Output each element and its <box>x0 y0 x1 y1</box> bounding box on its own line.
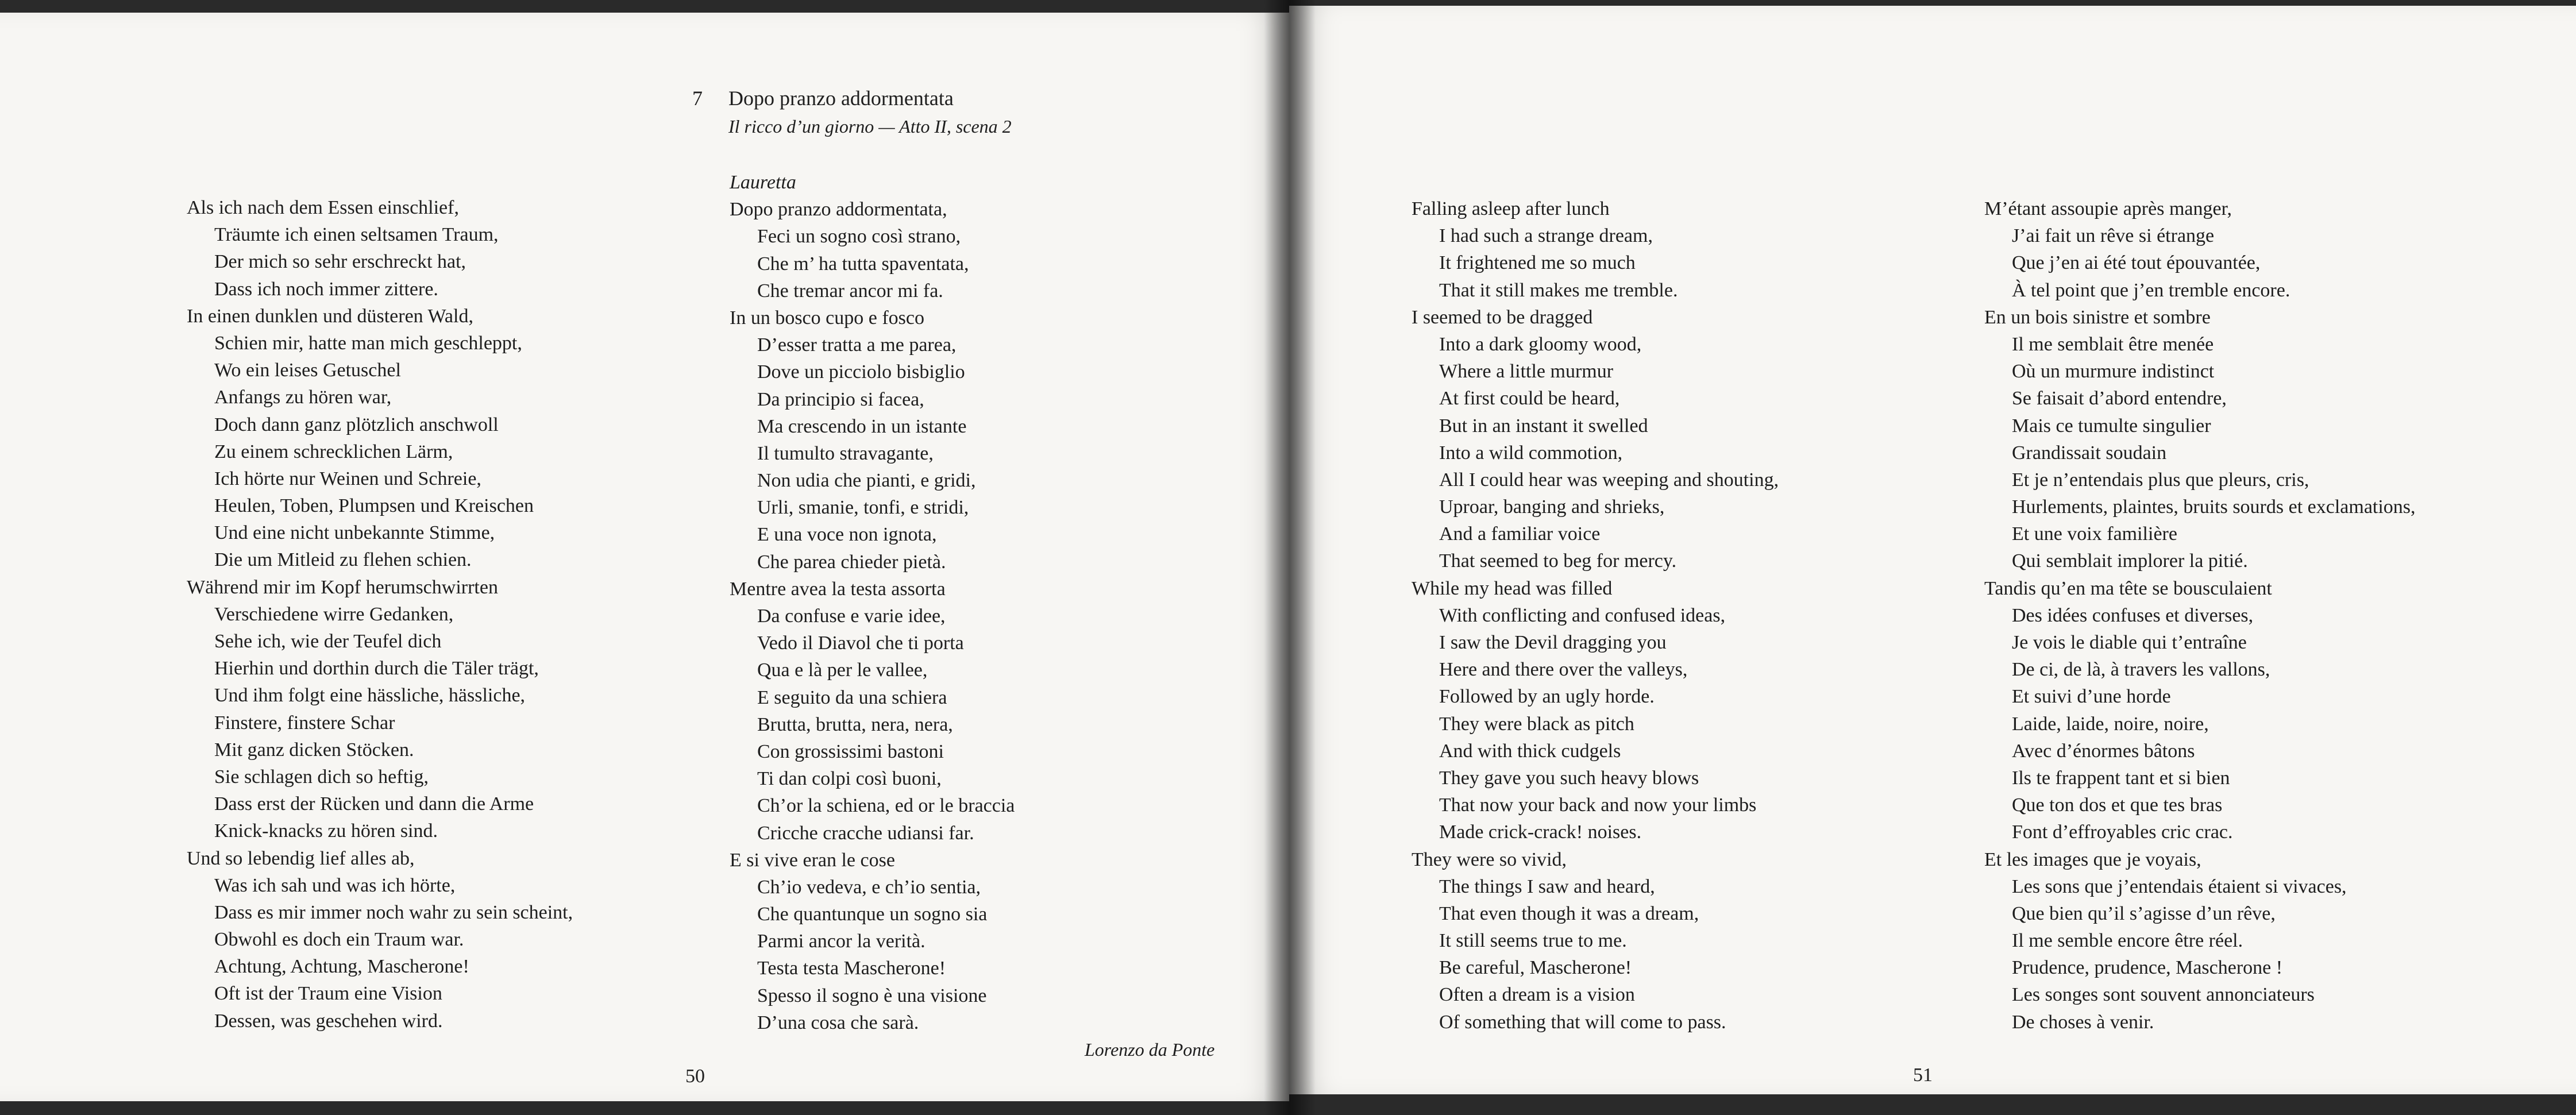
verse-line: Zu einem schrecklichen Lärm, <box>214 441 453 462</box>
verse-line: Into a dark gloomy wood, <box>1439 333 1642 355</box>
verse-line: Followed by an ugly horde. <box>1439 686 1655 708</box>
verse-line: Und ihm folgt eine hässliche, hässliche, <box>214 685 526 707</box>
verse-line: Hierhin und dorthin durch die Täler trägt, <box>214 658 539 680</box>
page-number-right: 51 <box>1913 1064 1933 1086</box>
verse-line: Knick-knacks zu hören sind. <box>214 820 438 842</box>
speaker-label: Lauretta <box>730 172 796 193</box>
song-title: Dopo pranzo addormentata <box>728 87 954 110</box>
verse-line: Che quantunque un sogno sia <box>757 904 988 925</box>
verse-line: Ich hörte nur Weinen und Schreie, <box>214 468 481 489</box>
verse-line: But in an instant it swelled <box>1439 415 1648 437</box>
verse-line: They gave you such heavy blows <box>1439 767 1699 789</box>
page-number-left: 50 <box>685 1066 705 1087</box>
verse-line: While my head was filled <box>1412 577 1613 599</box>
verse-line: Der mich so sehr erschreckt hat, <box>214 251 466 273</box>
verse-line: Oft ist der Traum eine Vision <box>214 983 442 1005</box>
verse-line: Be careful, Mascherone! <box>1439 957 1632 979</box>
verse-line: Testa testa Mascherone! <box>757 958 946 979</box>
verse-line: All I could hear was weeping and shouting, <box>1439 469 1779 491</box>
verse-line: Prudence, prudence, Mascherone ! <box>2012 957 2283 979</box>
verse-line: Che tremar ancor mi fa. <box>757 280 943 302</box>
verse-line: Was ich sah und was ich hörte, <box>214 874 456 896</box>
verse-line: Vedo il Diavol che ti porta <box>757 632 964 654</box>
verse-line: Ils te frappent tant et si bien <box>2012 767 2230 789</box>
verse-line: Ti dan colpi così buoni, <box>757 768 942 790</box>
verse-line: Und eine nicht unbekannte Stimme, <box>214 522 495 544</box>
verse-line: Et suivi d’une horde <box>2012 686 2171 708</box>
verse-line: Parmi ancor la verità. <box>757 931 925 952</box>
verse-line: Ch’io vedeva, e ch’io sentia, <box>757 876 981 898</box>
verse-line: E seguito da una schiera <box>757 686 947 708</box>
verse-line: They were black as pitch <box>1439 713 1634 735</box>
verse-line: Hurlements, plaintes, bruits sourds et exclamations, <box>2012 496 2416 518</box>
verse-line: Achtung, Achtung, Mascherone! <box>214 956 469 978</box>
verse-line: Et je n’entendais plus que pleurs, cris, <box>2012 469 2309 491</box>
verse-line: Uproar, banging and shrieks, <box>1439 496 1665 518</box>
verse-line: In einen dunklen und düsteren Wald, <box>187 305 473 327</box>
verse-line: Falling asleep after lunch <box>1412 198 1610 219</box>
verse-line: Dessen, was geschehen wird. <box>214 1010 443 1032</box>
verse-line: Into a wild commotion, <box>1439 442 1623 464</box>
verse-line: Of something that will come to pass. <box>1439 1011 1726 1033</box>
verse-line: D’una cosa che sarà. <box>757 1012 919 1033</box>
verse-line: Als ich nach dem Essen einschlief, <box>187 197 459 218</box>
verse-line: Where a little murmur <box>1439 361 1614 383</box>
verse-line: I had such a strange dream, <box>1439 225 1653 247</box>
verse-line: Ma crescendo in un istante <box>757 415 967 437</box>
verse-line: With conflicting and confused ideas, <box>1439 604 1726 626</box>
song-subtitle: Il ricco d’un giorno — Atto II, scena 2 <box>728 116 1012 137</box>
verse-line: Here and there over the valleys, <box>1439 659 1688 681</box>
verse-line: Often a dream is a vision <box>1439 984 1635 1006</box>
verse-line: Da confuse e varie idee, <box>757 605 946 627</box>
verse-line: Font d’effroyables cric crac. <box>2012 821 2233 843</box>
verse-line: Que bien qu’il s’agisse d’un rêve, <box>2012 902 2276 924</box>
verse-line: E una voce non ignota, <box>757 524 937 546</box>
verse-line: Wo ein leises Getuschel <box>214 360 401 381</box>
verse-line: Non udia che pianti, e gridi, <box>757 470 976 492</box>
verse-line: Che m’ ha tutta spaventata, <box>757 253 969 275</box>
verse-line: Des idées confuses et diverses, <box>2012 604 2254 626</box>
verse-line: D’esser tratta a me parea, <box>757 334 957 356</box>
verse-line: Schien mir, hatte man mich geschleppt, <box>214 332 522 354</box>
german-translation <box>187 194 573 1035</box>
verse-line: Finstere, finstere Schar <box>214 712 395 734</box>
verse-line: Grandissait soudain <box>2012 442 2167 464</box>
verse-line: The things I saw and heard, <box>1439 875 1655 897</box>
verse-line: Made crick-crack! noises. <box>1439 821 1642 843</box>
verse-line: Laide, laide, noire, noire, <box>2012 713 2209 735</box>
verse-line: Que j’en ai été tout épouvantée, <box>2012 252 2261 274</box>
verse-line: Ch’or la schiena, ed or le braccia <box>757 795 1015 817</box>
verse-line: Les songes sont souvent annonciateurs <box>2012 984 2315 1006</box>
english-translation <box>1412 195 1779 1036</box>
verse-line: Sehe ich, wie der Teufel dich <box>214 631 442 652</box>
verse-line: I saw the Devil dragging you <box>1439 632 1667 653</box>
verse-line: Et une voix familière <box>2012 523 2177 545</box>
verse-line: Da principio si facea, <box>757 388 924 410</box>
verse-line: Heulen, Toben, Plumpsen und Kreischen <box>214 495 534 517</box>
verse-line: That it still makes me tremble. <box>1439 279 1678 301</box>
verse-line: In un bosco cupo e fosco <box>730 307 924 329</box>
song-number: 7 <box>692 87 703 110</box>
verse-line: En un bois sinistre et sombre <box>1984 306 2211 328</box>
verse-line: Mentre avea la testa assorta <box>730 578 946 600</box>
right-page <box>1289 6 2576 1094</box>
verse-line: Dopo pranzo addormentata, <box>730 199 947 221</box>
verse-line: I seemed to be dragged <box>1412 306 1593 328</box>
verse-line: Obwohl es doch ein Traum war. <box>214 929 464 951</box>
verse-line: De choses à venir. <box>2012 1011 2154 1033</box>
verse-line: Träumte ich einen seltsamen Traum, <box>214 224 499 246</box>
verse-line: Spesso il sogno è una visione <box>757 985 987 1006</box>
verse-line: Dass erst der Rücken und dann die Arme <box>214 793 534 815</box>
verse-line: Avec d’énormes bâtons <box>2012 740 2195 762</box>
verse-line: Che parea chieder pietà. <box>757 551 946 573</box>
verse-line: Il me semblait être menée <box>2012 333 2214 355</box>
verse-line: Sie schlagen dich so heftig, <box>214 766 429 788</box>
verse-line: And a familiar voice <box>1439 523 1601 545</box>
verse-line: E si vive eran le cose <box>730 849 895 871</box>
verse-line: They were so vivid, <box>1412 848 1567 870</box>
verse-line: Und so lebendig lief alles ab, <box>187 847 415 869</box>
verse-line: Dass ich noch immer zittere. <box>214 278 438 300</box>
verse-line: Con grossissimi bastoni <box>757 740 944 762</box>
verse-line: Urli, smanie, tonfi, e stridi, <box>757 497 969 519</box>
verse-line: M’étant assoupie après manger, <box>1984 198 2232 219</box>
verse-line: Mais ce tumulte singulier <box>2012 415 2211 437</box>
verse-line: J’ai fait un rêve si étrange <box>2012 225 2215 247</box>
verse-line: Dass es mir immer noch wahr zu sein scheint, <box>214 901 573 923</box>
verse-line: That now your back and now your limbs <box>1439 794 1757 816</box>
verse-line: It still seems true to me. <box>1439 930 1627 952</box>
french-translation <box>1984 195 2416 1036</box>
verse-line: Während mir im Kopf herumschwirrten <box>187 576 498 598</box>
verse-line: À tel point que j’en tremble encore. <box>2012 279 2290 301</box>
verse-line: And with thick cudgels <box>1439 740 1621 762</box>
verse-line: Die um Mitleid zu flehen schien. <box>214 549 472 571</box>
verse-line: That even though it was a dream, <box>1439 902 1699 924</box>
left-page <box>0 13 1289 1101</box>
verse-line: It frightened me so much <box>1439 252 1636 274</box>
verse-line: De ci, de là, à travers les vallons, <box>2012 659 2270 681</box>
verse-line: Doch dann ganz plötzlich anschwoll <box>214 414 499 435</box>
verse-line: At first could be heard, <box>1439 388 1620 410</box>
verse-line: Cricche cracche udiansi far. <box>757 822 974 844</box>
verse-line: Et les images que je voyais, <box>1984 848 2201 870</box>
verse-line: Qui semblait implorer la pitié. <box>2012 550 2248 572</box>
verse-line: Brutta, brutta, nera, nera, <box>757 713 953 735</box>
verse-line: That seemed to beg for mercy. <box>1439 550 1677 572</box>
verse-line: Que ton dos et que tes bras <box>2012 794 2223 816</box>
verse-line: Qua e là per le vallee, <box>757 659 928 681</box>
verse-line: Il me semble encore être réel. <box>2012 930 2243 952</box>
verse-line: Je vois le diable qui t’entraîne <box>2012 632 2247 653</box>
italian-original <box>730 169 1015 1036</box>
verse-line: Dove un picciolo bisbiglio <box>757 361 965 383</box>
verse-line: Où un murmure indistinct <box>2012 361 2215 383</box>
lyricist-credit: Lorenzo da Ponte <box>1085 1039 1215 1060</box>
verse-line: Se faisait d’abord entendre, <box>2012 388 2227 410</box>
verse-line: Les sons que j’entendais étaient si vivaces, <box>2012 875 2347 897</box>
verse-line: Il tumulto stravagante, <box>757 442 934 464</box>
verse-line: Anfangs zu hören war, <box>214 387 392 408</box>
verse-line: Feci un sogno così strano, <box>757 226 961 248</box>
verse-line: Verschiedene wirre Gedanken, <box>214 603 454 625</box>
verse-line: Tandis qu’en ma tête se bousculaient <box>1984 577 2272 599</box>
verse-line: Mit ganz dicken Stöcken. <box>214 739 414 761</box>
